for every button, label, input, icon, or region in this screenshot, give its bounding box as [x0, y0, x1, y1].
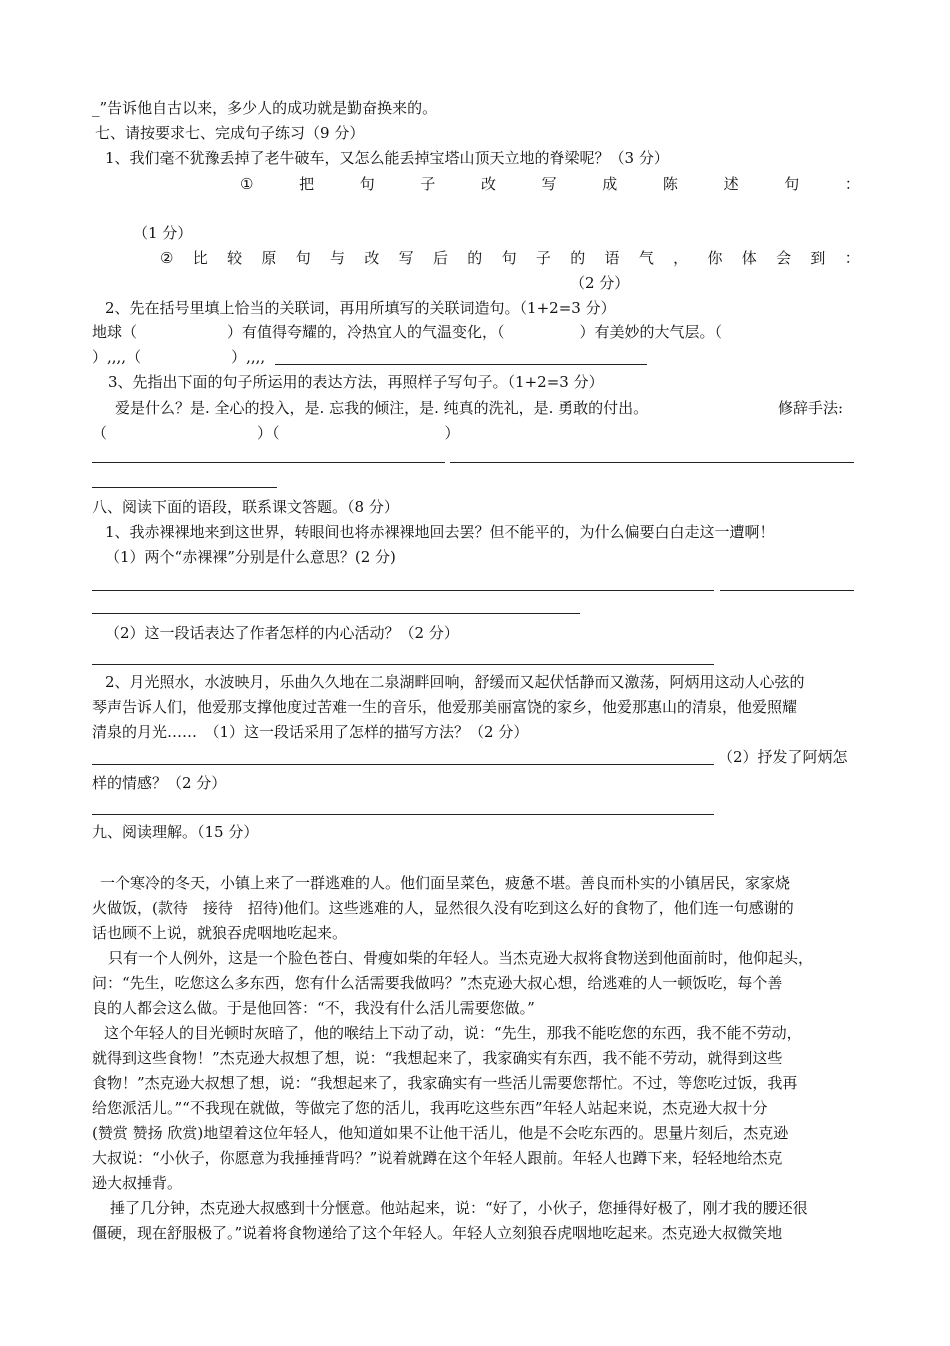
prompt-char: 会: [776, 249, 792, 267]
prompt-char: 写: [541, 175, 557, 193]
s8-answer-line[interactable]: [92, 764, 714, 765]
prompt-char: 语: [604, 249, 620, 267]
s8-p2-line: 琴声告诉人们，他爱那支撑他度过苦难一生的音乐，他爱那美丽富饶的家乡，他爱那惠山的清泉，他爱照耀: [92, 698, 798, 716]
s8-answer-line[interactable]: [92, 590, 714, 591]
passage-line: 捶了几分钟，杰克逊大叔感到十分惬意。他站起来，说：“好了，小伙子，您捶得好极了，刚才我的腰还很: [110, 1199, 808, 1217]
prompt-char: 子: [535, 249, 551, 267]
prompt-char: 比: [192, 249, 208, 267]
s7-q3-answer-line[interactable]: [92, 487, 277, 488]
s7-q3-answer-line[interactable]: [450, 462, 854, 463]
prompt-char: ：: [844, 249, 860, 267]
s7-q3: 3、先指出下面的句子所运用的表达方法，再照样子写句子。（1+2=3 分）: [108, 373, 604, 391]
s7-q3-line2: （ ）（ ）: [92, 424, 460, 442]
s8-p1: 1、我赤裸裸地来到这世界，转眼间也将赤裸裸地回去罢？但不能平的，为什么偏要白白走这一遭啊！: [105, 523, 775, 541]
passage-line: 良的人都会这么做。于是他回答：“不，我没有什么活儿需要您做。”: [92, 999, 535, 1017]
s7-q2-line2: ）,,,,（ ）,,,,: [92, 348, 266, 366]
prompt-char: 成: [602, 175, 618, 193]
s7-q1b-prompt: [160, 248, 860, 268]
prompt-char: 写: [398, 249, 414, 267]
s7-q2: 2、先在括号里填上恰当的关联词，再用所填写的关联词造句。（1+2=3 分）: [105, 299, 616, 317]
prompt-char: 较: [227, 249, 243, 267]
prompt-char: 的: [467, 249, 483, 267]
passage-line: 问：“先生，吃您这么多东西，您有什么活需要我做吗？”杰克逊大叔心想，给逃难的人一顿饭吃，每个善: [92, 974, 783, 992]
section-7-title: 七、请按要求七、完成句子练习（9 分）: [95, 124, 365, 142]
prompt-char: ：: [844, 175, 860, 193]
s8-answer-line[interactable]: [720, 590, 854, 591]
s7-q1: 1、我们毫不犹豫丢掉了老牛破车，又怎么能丢掉宝塔山顶天立地的脊梁呢？（3 分）: [105, 149, 669, 167]
s8-p2-line: 2、月光照水，水波映月，乐曲久久地在二泉湖畔回响，舒缓而又起伏恬静而又激荡，阿炳用这动人心弦的: [105, 673, 805, 691]
passage-line: 大叔说：“小伙子，你愿意为我捶捶背吗？”说着就蹲在这个年轻人跟前。年轻人也蹲下来，轻轻地给杰克: [92, 1149, 783, 1167]
passage-line: (赞赏 赞扬 欣赏)地望着这位年轻人，他知道如果不让他干活儿，他是不会吃东西的。思量片刻后，杰克逊: [92, 1124, 789, 1142]
prompt-char: 述: [723, 175, 739, 193]
passage-line: 一个寒冷的冬天，小镇上来了一群逃难的人。他们面呈菜色，疲惫不堪。善良而朴实的小镇居民，家家烧: [100, 874, 791, 892]
passage-line: 只有一个人例外，这是一个脸色苍白、骨瘦如柴的年轻人。当杰克逊大叔将食物送到他面前时，他仰起头，: [108, 949, 814, 967]
prompt-char: 你: [707, 249, 723, 267]
prompt-char: 气: [638, 249, 654, 267]
prompt-char: 到: [810, 249, 826, 267]
s8-p2-line: 清泉的月光…… （1）这一段话采用了怎样的描写方法？（2 分）: [92, 723, 529, 741]
passage-line: 僵硬，现在舒服极了。”说着将食物递给了这个年轻人。年轻人立刻狼吞虎咽地吃起来。杰克逊大叔微笑地: [92, 1224, 783, 1242]
prompt-char: 改: [481, 175, 497, 193]
s8-answer-line[interactable]: [92, 664, 714, 665]
section-9-title: 九、阅读理解。（15 分）: [92, 823, 259, 841]
s7-q3-text: 爱是什么？是. 全心的投入，是. 忘我的倾注，是. 纯真的洗礼，是. 勇敢的付出。: [115, 399, 649, 417]
prompt-char: 句: [784, 175, 800, 193]
top-line: _”告诉他自古以来，多少人的成功就是勤奋换来的。: [92, 99, 438, 117]
s7-q2-line1: 地球（ ）有值得夸耀的，冷热宜人的气温变化，（ ）有美妙的大气层。（: [92, 323, 723, 341]
prompt-char: 子: [420, 175, 436, 193]
s8-p1-q2: （2）这一段话表达了作者怎样的内心活动？（2 分）: [105, 624, 459, 642]
s8-p2-q2b: 样的情感？（2 分）: [92, 774, 227, 792]
s8-p2-q2a: （2）抒发了阿炳怎: [718, 748, 848, 766]
prompt-char: 把: [299, 175, 315, 193]
prompt-char: 的: [570, 249, 586, 267]
prompt-char: 陈: [662, 175, 678, 193]
passage-line: 火做饭，(款待 接待 招待)他们。这些逃难的人，显然很久没有吃到这么好的食物了，他们连一句感谢的: [92, 899, 794, 917]
s8-p1-q1: （1）两个“赤裸裸”分别是什么意思？(2 分): [105, 548, 396, 566]
prompt-char: 体: [741, 249, 757, 267]
prompt-char: 改: [364, 249, 380, 267]
s7-q2-answer-line[interactable]: [275, 364, 647, 365]
passage-line: 话也顾不上说，就狼吞虎咽地吃起来。: [92, 924, 348, 942]
prompt-char: 后: [432, 249, 448, 267]
passage-line: 给您派活儿。”“不我现在就做，等做完了您的活儿，我再吃这些东西”年轻人站起来说，杰克逊大叔十分: [92, 1099, 768, 1117]
s7-q1a-score: （1 分）: [133, 224, 193, 242]
prompt-char: 句: [359, 175, 375, 193]
s7-q3-label: 修辞手法:: [778, 399, 844, 417]
prompt-char: 与: [330, 249, 346, 267]
prompt-char: 句: [295, 249, 311, 267]
passage-line: 逊大叔捶背。: [92, 1174, 183, 1192]
prompt-char: 原: [261, 249, 277, 267]
s7-q3-answer-line[interactable]: [92, 462, 445, 463]
section-8-title: 八、阅读下面的语段，联系课文答题。（8 分）: [92, 498, 399, 516]
prompt-char: ①: [240, 175, 254, 193]
s8-answer-line[interactable]: [92, 814, 714, 815]
prompt-char: ，: [673, 249, 689, 267]
passage-line: 食物！”杰克逊大叔想了想，说：“我想起来了，我家确实有一些活儿需要您帮忙。不过，等您吃过饭，我再: [92, 1074, 798, 1092]
s7-q1b-score: （2 分）: [570, 274, 630, 292]
passage-line: 这个年轻人的目光顿时灰暗了，他的喉结上下动了动，说：“先生，那我不能吃您的东西，我不能不劳动，: [104, 1024, 802, 1042]
prompt-char: ②: [160, 249, 174, 267]
s8-answer-line[interactable]: [92, 613, 580, 614]
passage-line: 就得到这些食物！”杰克逊大叔想了想，说：“我想起来了，我家确实有东西，我不能不劳动，就得到这些: [92, 1049, 783, 1067]
s7-q1a-prompt: [240, 174, 860, 194]
prompt-char: 句: [501, 249, 517, 267]
